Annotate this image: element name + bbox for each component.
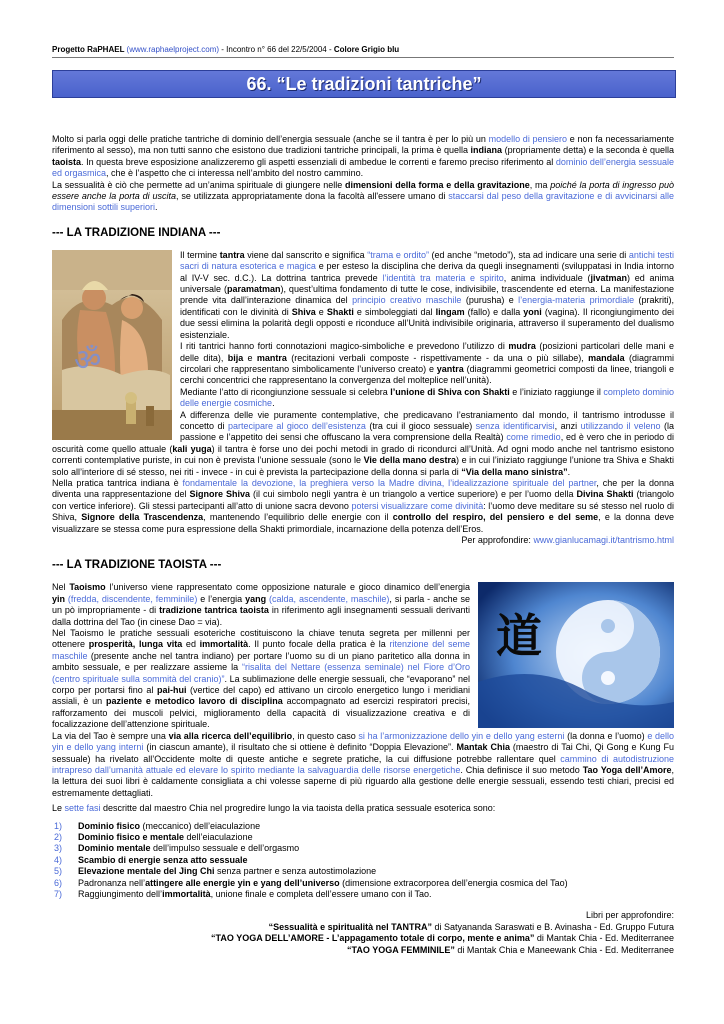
header-url-link[interactable]: (www.raphaelproject.com) [126, 45, 220, 54]
books-block [52, 910, 674, 956]
yin-yang-image [478, 582, 674, 728]
tao-paragraph-1: Nel Taoismo l’universo viene rappresentato come opposizione naturale e gioco dinamico dell’energia yin (fredda, discendente, femminile) e l’energia yang (calda, ascendente, maschile), si parla - anche se un pò impropriamente - di tradizione tantrica taoista in riferimento agli insegnamenti sessuali derivanti dalla dottrina del Tao (in cinese Dao = via). [52, 582, 471, 627]
tao-heading: --- LA TRADIZIONE TAOISTA --- [52, 559, 222, 572]
list-item: 1) Dominio fisico (meccanico) dell’eiaculazione [54, 820, 261, 831]
list-item: 3) Dominio mentale dell’impulso sessuale e dell’orgasmo [54, 843, 300, 854]
intro-paragraph-2: La sessualità è ciò che permette ad un’anima spirituale di giungere nelle dimensioni della forma e della gravitazione, ma poiché la porta di ingresso può essere anche la porta di uscita, se utilizzata appropriatamente dona la facoltà all'essere umano di staccarsi dal peso della gravitazione e di avvicinarsi alle dimensioni sottili superiori. [52, 179, 674, 213]
header-project: Progetto RaPHAEL [52, 45, 125, 54]
tantric-painting-image [52, 250, 172, 440]
intro-paragraph-1: Molto si parla oggi delle pratiche tantriche di dominio dell’energia sessuale (anche se il tantra è per lo più un modello di pensiero e non fa necessariamente riferimento al sesso), ma non tutti sanno che esistono due tradizioni tantriche principali, la prima è quella indiana (propriamente detta) e la seconda è quella taoista. In questa breve esposizione analizzeremo gli aspetti essenziali di ambedue le correnti e faremo preciso riferimento al dominio dell’energia sessuale ed orgasmica, che è l’aspetto che ci interessa nell’ambito del nostro cammino. [52, 134, 675, 179]
list-item: 7) Raggiungimento dell’immortalità, unione finale e completa dell’essere umano con il Tao. [54, 888, 432, 899]
svg-text:道: 道 [496, 609, 542, 664]
page-header [52, 44, 674, 55]
indian-more-line: Per approfondire: www.gianlucamagi.it/tantrismo.html [461, 535, 674, 545]
indian-paragraph-3: Mediante l’atto di ricongiunzione sessuale si celebra l’unione di Shiva con Shakti e l’iniziato raggiunge il completo dominio delle energie cosmiche. [180, 386, 674, 409]
indian-paragraph-5: Nella pratica tantrica indiana è fondamentale la devozione, la preghiera verso la Madre divina, l’idealizzazione spirituale del partner, che per la donna diventa una rappresentazione del Signore Shiva (il cui simbolo negli yantra è un triangolo a vertice superiore) e per l’uomo della Divina Shakti (triangolo con vertice inferiore). Gli stessi partecipanti all’atto di unione sacra devono potersi visualizzare come divinità: l’uomo deve meditare su sé stesso nel ruolo di Shiva, Signore della Trascendenza, mantenendo l’equilibrio delle energie con il controllo del respiro, del pensiero e del seme, e la donna deve visualizzare se stessa come pura espressione della Shakti primordiale, incarnazione della potenza dell’Eros. [52, 477, 674, 534]
indian-paragraph-2: I riti tantrici hanno forti connotazioni magico-simboliche e prevedono l’utilizzo di mudra (posizioni particolari delle mani e delle dita), bija e mantra (recitazioni verbali composte - rispettivamente - da una o più sillabe), mandala (diagrammi circolari che rappresentano simbolicamente l’universo creato) e yantra (diagrammi geometrici composti da linee, triangoli e cerchi concentrici che rappresentano la convergenza del molteplice nell’unità). [180, 341, 675, 386]
indian-section [52, 250, 674, 547]
indian-illustration [52, 250, 172, 440]
header-meeting: - Incontro n° 66 del 22/5/2004 - [219, 45, 334, 54]
document-page [52, 44, 674, 956]
book-2: “TAO YOGA DELL’AMORE - L’appagamento totale di corpo, mente e anima” di Mantak Chia - Ed. Mediterranee [211, 933, 674, 944]
header-rule [52, 57, 674, 58]
page-title: 66. “Le tradizioni tantriche” [52, 70, 676, 98]
list-item: 5) Elevazione mentale del Jing Chi senza partner e senza autostimolazione [54, 866, 377, 877]
header-color: Colore Grigio blu [333, 45, 400, 54]
tao-illustration [478, 582, 674, 728]
tao-paragraph-2: Nel Taoismo le pratiche sessuali esoteriche costituiscono la chiave tenuta segreta per millenni per ottenere prosperità, lunga vita ed immortalità. Il punto focale della pratica è la ritenzione del seme maschile (presente anche nel tantra indiano) per portare l’uomo su di un piano paritetico alla donna in ambito sessuale, e per realizzare assieme la “risalita del Nettare (essenza seminale) nel Fiore d’Oro (centro spirituale sulla sommità del cranio)”. La sublimazione delle energie sessuali, che “evaporano” nel corpo per portarsi fino al pai-hui (vertice del capo) ed attivano un circolo energetico lungo i meridiani assiali, è un paziente e metodico lavoro di disciplina accompagnato ad esercizi respiratori precisi, rafforzamento dei muscoli pelvici, miglioramento della capacità di visualizzazione creativa e di focalizzazione dell’attenzione spirituale. [52, 628, 471, 730]
indian-paragraph-1: Il termine tantra viene dal sanscrito e significa “trama e ordito” (ed anche “metodo”), sta ad indicare una serie di antichi testi sacri di natura esoterica e magica e per esteso la disciplina che deriva da quegli insegnamenti (sviluppatasi in India intorno al IV-V sec. d.C.). La dottrina tantrica prevede l’identità tra materia e spirito, anima individuale (jivatman) ed anima universale (paramatman), quest’ultima fondamento di tutte le cose, indivisibile, trascendente ed eterna. La manifestazione prende vita dall’interazione dinamica del principio creativo maschile (purusha) e l’energia-materia primordiale (prakriti), identificati con le divinità di Shiva e Shakti e simboleggiati dal lingam (fallo) e dalla yoni (vagina). Il ricongiungimento dei due sessi elimina la polarità degli opposti e riconduce all’Unità indivisibile originaria, attraverso il superamento del dualismo esistenziale. [180, 249, 675, 340]
list-item: 2) Dominio fisico e mentale dell’eiaculazione [54, 831, 253, 842]
books-label: Libri per approfondire: [585, 910, 674, 921]
list-item: 4) Scambio di energie senza atto sessuale [54, 854, 248, 865]
gianlucamagi-link[interactable]: www.gianlucamagi.it/tantrismo.html [533, 535, 674, 545]
tao-paragraph-3: La via del Tao è sempre una via alla ricerca dell’equilibrio, in questo caso si ha l’armonizzazione dello yin e dello yang esterni (la donna e l’uomo) e dello yin e dello yang interni (in ciascun amante), il risultato che si ottiene è definito “Doppia Elevazione”. Mantak Chia (maestro di Tai Chi, Qi Gong e Kung Fu sessuale) ha rivelato all’Occidente molte di queste antiche e segrete pratiche, la cui diffusione potrebbe rallentare quel cammino di autodistruzione intrapreso dall’umanità attuale ed elevare lo spirito mediante la salvaguardia delle risorse energetiche. Chia definisce il suo metodo Tao Yoga dell’Amore, la lettura dei suoi libri è caldamente consigliata a chi volesse saperne di più riguardo alla gestione delle energie sessuali, essendo testi chiari, precisi ed estremamente dettagliati. [52, 730, 675, 798]
book-3: “TAO YOGA FEMMINILE” di Mantak Chia e Maneewank Chia - Ed. Mediterranee [347, 944, 674, 955]
indian-paragraph-4: A differenza delle vie puramente contemplative, che predicavano l’estraniamento dal mondo, il tantrismo introdusse il concetto di partecipare al gioco dell’esistenza (tra cui il gioco sessuale) senza identificarvisi, anzi utilizzando il veleno (la passione e l’appetito dei sensi che offuscano la vera comprensione della Realtà) come rimedio, ed è vero che in periodo di oscurità come quello attuale (kali yuga) il tantra è forse uno dei pochi metodi in grado di ricondurci all’Unità. Ad ogni modo anche nel tantrismo esistono correnti contemplative puriste, in cui non è prevista l’unione sessuale (sono le Vie della mano destra) e in cui l’iniziato raggiunge l’unione tra Shiva e Shakti solo all’interiore di sé stesso, nei riti - invece - in cui è prevista la partecipazione della donna si parla di “Via della mano sinistra”. [52, 409, 674, 477]
tao-paragraph-4: Le sette fasi descritte dal maestro Chia nel progredire lungo la via taoista della pratica sessuale esoterica sono: [52, 803, 496, 814]
list-item: 6) Padronanza nell’attingere alle energie yin e yang dell’universo (dimensione extracorporea dell’energia cosmica del Tao) [54, 877, 568, 888]
tao-section [52, 582, 674, 814]
seven-phases-list [52, 821, 674, 901]
indian-heading: --- LA TRADIZIONE INDIANA --- [52, 226, 221, 239]
svg-text:ॐ: ॐ [74, 342, 102, 378]
book-1: “Sessualità e spiritualità nel TANTRA” di Satyananda Saraswati e B. Avinasha - Ed. Gruppo Futura [268, 921, 674, 932]
